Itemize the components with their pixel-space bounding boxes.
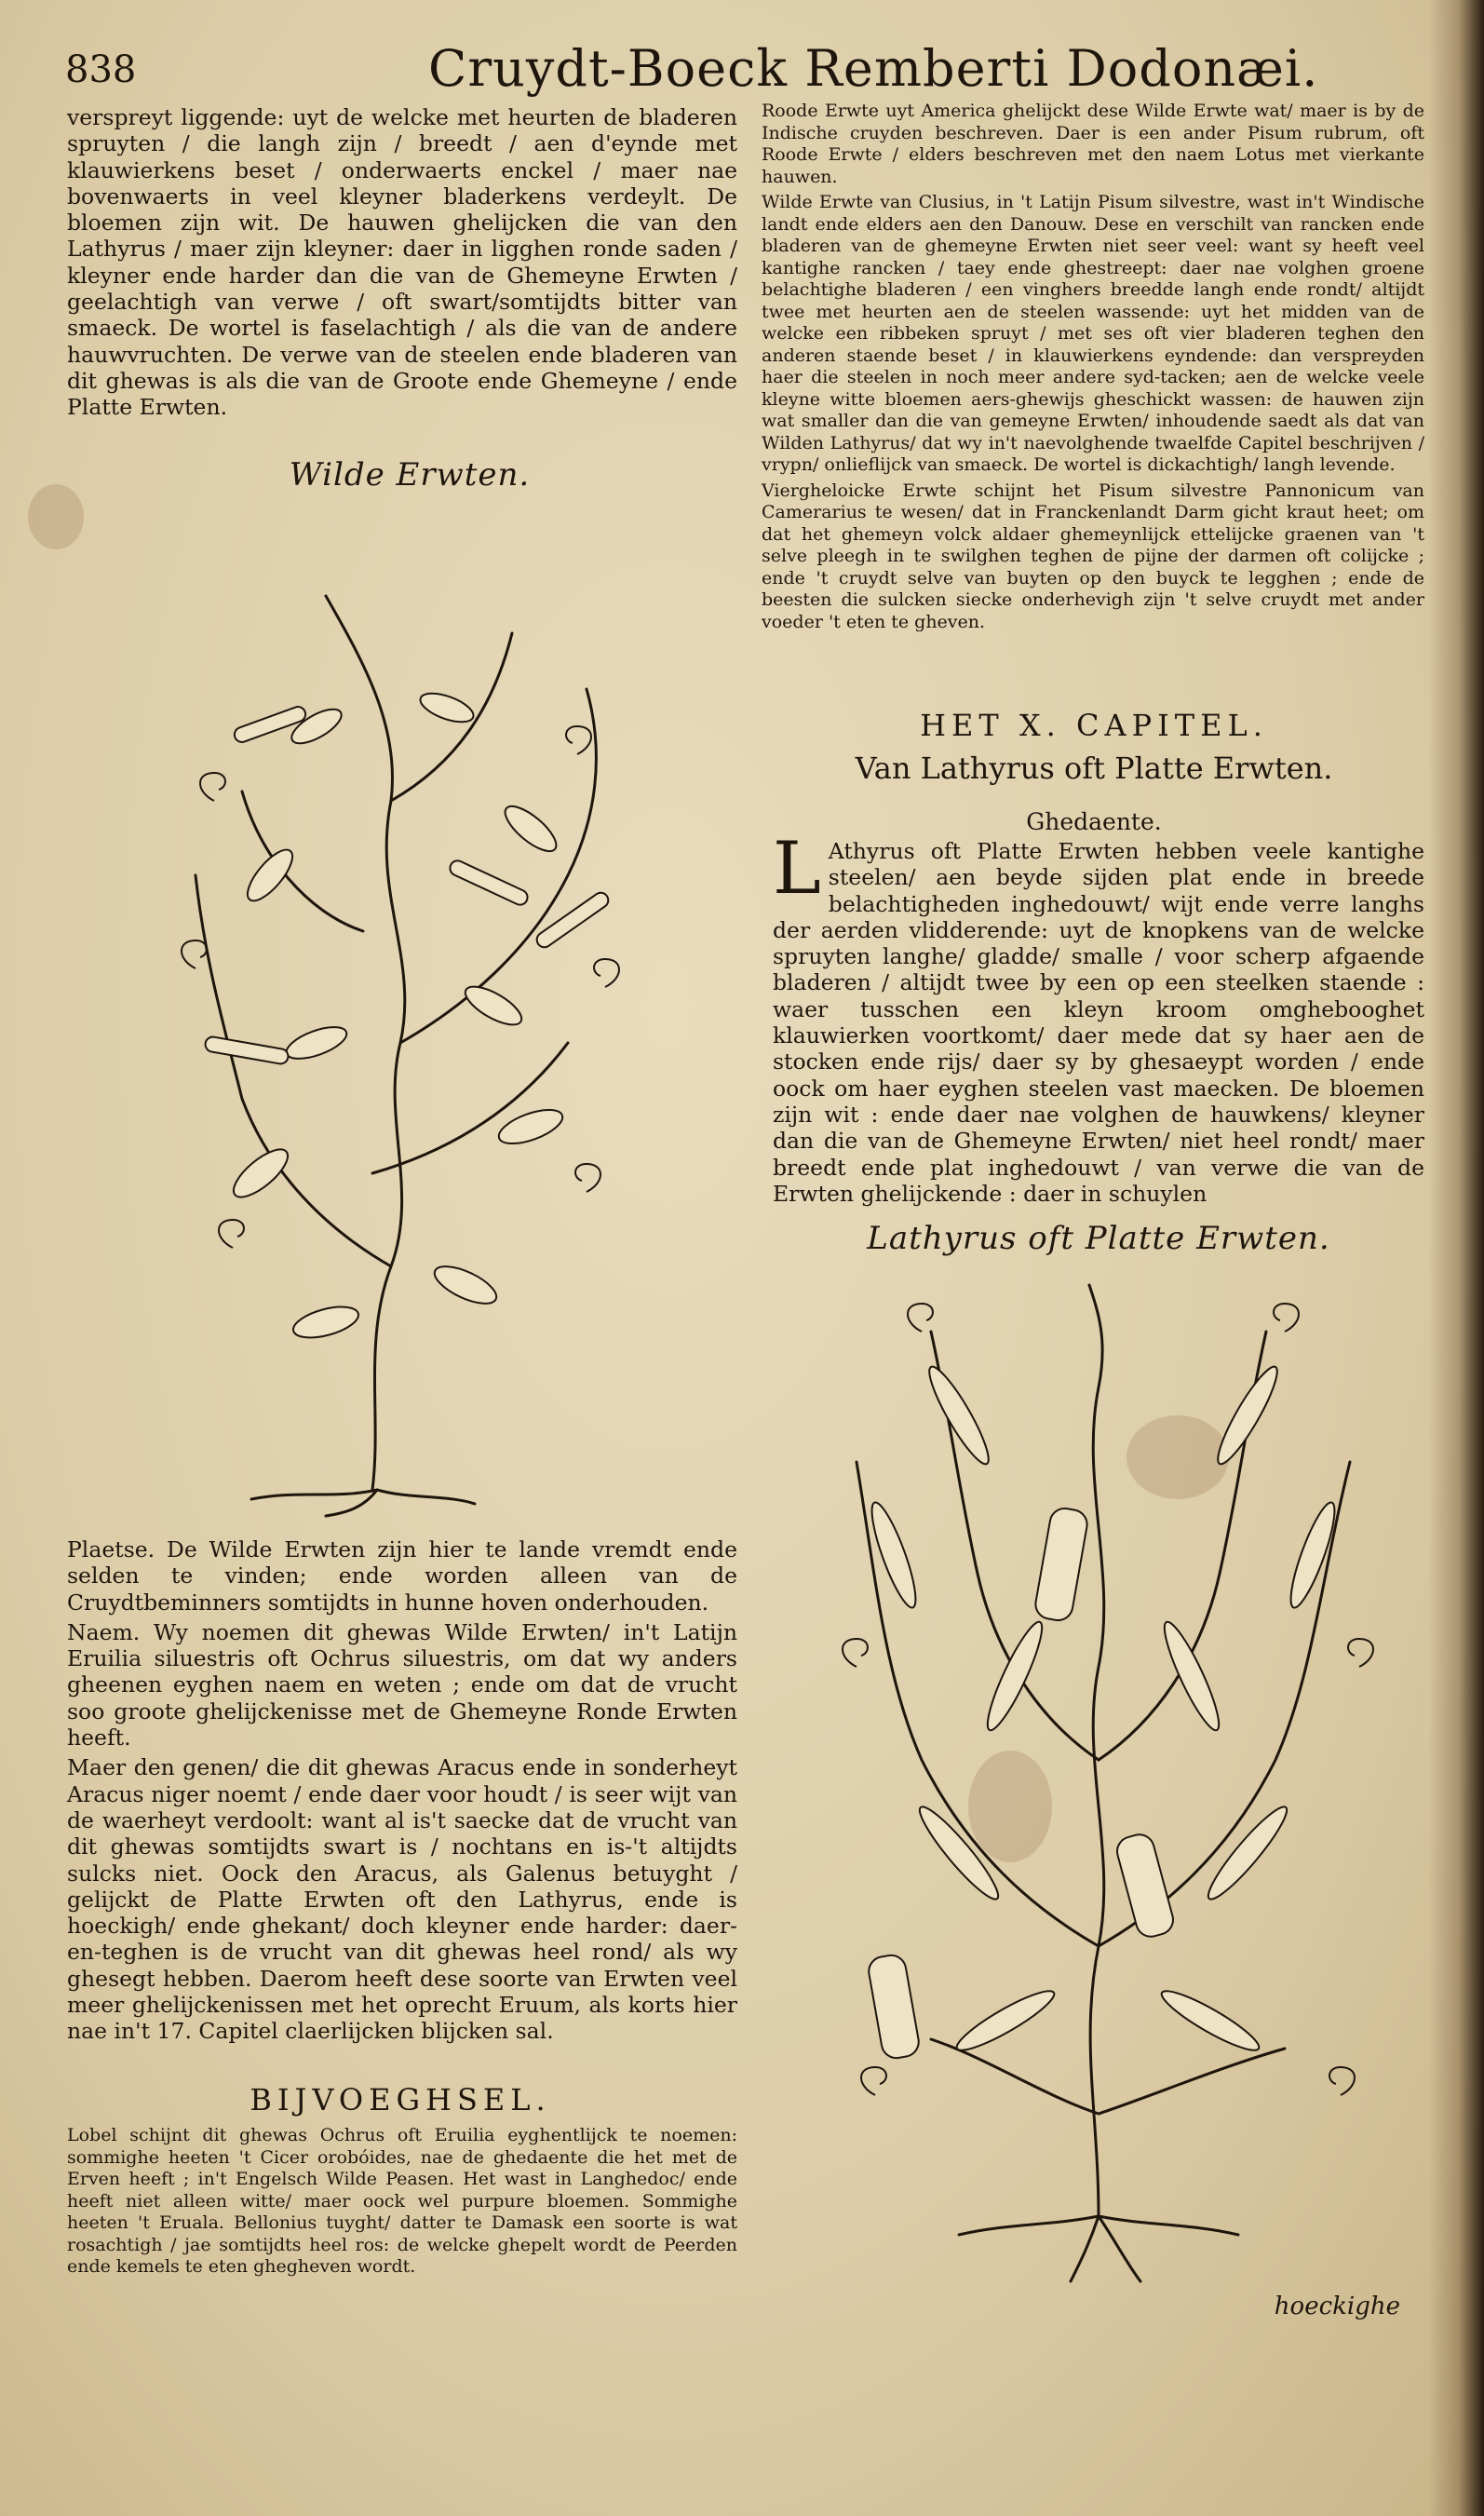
bijvoeghsel-block bbox=[67, 2125, 737, 2282]
section-label-ghedaente: Ghedaente. bbox=[1026, 808, 1162, 835]
woodcut-lathyrus bbox=[819, 1276, 1396, 2291]
left-column-intro bbox=[67, 104, 737, 425]
paper-stain bbox=[28, 484, 84, 549]
page-header bbox=[65, 39, 1424, 104]
lathyrus-paragraph: Athyrus oft Platte Erwten hebben veele kantighe steelen/ aen beyde sijden plat ende in breede belachtigheden inghedouwt/ wijt ende verre langhs der aerden vlidderende: uyt de knopkens van de welcke spruyten langhe/ gladde/ smalle / voor scherp afgaende bladeren / altijdt twee by een op een steelken staende : waer tusschen een kleyn kroom omghebooghet klauwierken voortkomt/ daer mede dat sy haer aen de stocken ende rijs/ daer sy by ghesaeypt worden / ende oock om haer eyghen steelen vast maecken. De bloemen zijn wit : ende daer nae volghen de hauwkens/ kleyner dan die van de Ghemeyne Erwten/ niet heel rondt/ maer breedt ende plat inghedouwt / van verwe die van de Erwten ghelijckende : daer in schuylen bbox=[773, 838, 1424, 1207]
roode-erwte-paragraph: Roode Erwte uyt America ghelijckt dese Wilde Erwte wat/ maer is by de Indische cruyden beschreven. Daer is een ander Pisum rubrum, oft Roode Erwte / elders beschreven met den naem Lotus met vierkante hauwen. bbox=[762, 101, 1424, 187]
woodcut-wilde-erwten bbox=[140, 521, 698, 1518]
drop-capital: L bbox=[773, 827, 821, 911]
plaetse-paragraph: Plaetse. De Wilde Erwten zijn hier te lande vremdt ende selden te vinden; ende worden alleen van de Cruydtbeminners somtijdts in hunne hoven onderhouden. bbox=[67, 1536, 737, 1616]
aracus-paragraph: Maer den genen/ die dit ghewas Aracus ende in sonderheyt Aracus niger noemt / ende daer voor houdt / is seer wijt van de waerheyt verdoolt: want al is't saecke dat de vrucht van dit ghewas somtijdts swart is / nochtans en is-'t altijdts sulcks niet. Oock den Aracus, als Galenus betuyght / gelijckt de Platte Erwten oft den Lathyrus, ende is hoeckigh/ ende ghekant/ doch kleyner ende harder: daer-en-teghen is de vrucht van dit ghewas heel rond/ als wy ghesegt hebben. Daerom heeft dese soorte van Erwten veel meer ghelijckenissen met het oprecht Eruum, als korts hier nae in't 17. Capitel claerlijcken blijcken sal. bbox=[67, 1754, 737, 2045]
catchword: hoeckighe bbox=[1274, 2293, 1400, 2320]
right-column-lathyrus bbox=[773, 827, 1424, 1211]
intro-paragraph: verspreyt liggende: uyt de welcke met heurten de bladeren spruyten / die langh zijn / breedt / aen d'eynde met klauwierkens beset / onderwaerts enckel / maer nae bovenwaerts in veel kleyner bladerkens verdeylt. De bloemen zijn wit. De hauwen ghelijcken die van den Lathyrus / maer zijn kleyner: daer in ligghen ronde saden / kleyner ende harder dan die van de Ghemeyne Erwten / geelachtigh van verwe / oft swart/somtijdts bitter van smaeck. De wortel is faselachtigh / als die van de andere hauwvruchten. De verwe van de steelen ende bladeren van dit ghewas is als die van de Groote ende Ghemeyne / ende Platte Erwten. bbox=[67, 104, 737, 421]
bijvoeghsel-paragraph: Lobel schijnt dit ghewas Ochrus oft Eruilia eyghentlijck te noemen: sommighe heeten 't Cicer orobóides, nae de ghedaente die het met de Erven heeft ; in't Engelsch Wilde Peasen. Het wast in Langhedoc/ ende heeft niet alleen witte/ maer oock wel purpure bloemen. Sommighe heeten 't Eruala. Bellonius tuyght/ datter te Damask een soorte is wat rosachtigh / jae somtijdts heel ros: de welcke ghepelt wordt de Peerden ende kemels te eten ghegheven wordt. bbox=[67, 2125, 737, 2277]
page-number: 838 bbox=[65, 48, 137, 91]
bijvoeghsel-heading: BIJVOEGHSEL. bbox=[250, 2082, 551, 2117]
running-title: Cruydt-Boeck Remberti Dodonæi. bbox=[428, 39, 1319, 98]
wilde-erwte-clusius-paragraph: Wilde Erwte van Clusius, in 't Latijn Pisum silvestre, wast in't Windische landt ende elders aen den Danouw. Dese en verschilt van rancken ende bladeren van de ghemeyne Erwten niet seer veel: want sy heeft veel kantighe rancken / taey ende ghestreept: daer nae volghen groene belachtighe bladeren / een vinghers breedde langh ende rondt/ altijdt twee met heurten aen de steelen wassende: uyt het midden van de welcke een ribbeken spruyt / met ses oft vier bladeren teghen den anderen staende beset / in klauwierkens eyndende: dan verspreyden haer die steelen in noch meer andere syd-tacken; aen de welcke veele kleyne witte bloemen aers-ghewijs gheschickt wassen: de hauwen zijn wat smaller dan die van gemeyne Erwten/ inhoudende saedt als dat van Wilden Lathyrus/ dat wy in't naevolghende twaelfde Capitel beschrijven / vrypn/ onlieflijck van smaeck. De wortel is dickachtigh/ langh levende. bbox=[762, 192, 1424, 475]
left-column-body bbox=[67, 1536, 737, 2049]
page-gutter bbox=[1428, 0, 1484, 2516]
right-column-top bbox=[762, 101, 1424, 637]
figure-caption-wilde-erwten: Wilde Erwten. bbox=[289, 456, 531, 494]
chapter-title: Van Lathyrus oft Platte Erwten. bbox=[855, 751, 1333, 786]
viergheloicke-erwte-paragraph: Viergheloicke Erwte schijnt het Pisum silvestre Pannonicum van Camerarius te wesen/ dat in Franckenlandt Darm gicht kraut heet; om dat het ghemeyn volck aldaer ghemeynlijck ettelijcke graenen van 't selve pleegh in te swilghen teghen de pijne der darmen oft colijcke ; ende 't cruydt selve van buyten op den buyck te legghen ; ende de beesten die sulcken siecke onderhevigh zijn 't selve cruydt met ander voeder 't eten te gheven. bbox=[762, 480, 1424, 632]
naem-paragraph: Naem. Wy noemen dit ghewas Wilde Erwten/ in't Latijn Eruilia siluestris oft Ochrus siluestris, om dat wy anders gheenen eyghen naem en weten ; ende om dat de vrucht soo groote ghelijckenisse met de Ghemeyne Ronde Erwten heeft. bbox=[67, 1618, 737, 1752]
chapter-heading: HET X. CAPITEL. bbox=[920, 708, 1268, 743]
figure-caption-lathyrus: Lathyrus oft Platte Erwten. bbox=[867, 1220, 1330, 1257]
